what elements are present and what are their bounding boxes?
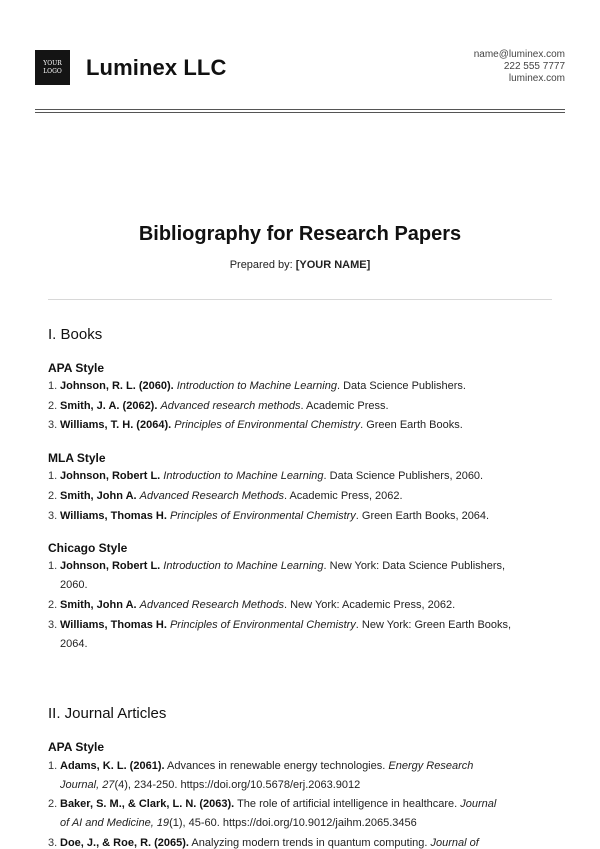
header-divider-top — [35, 109, 565, 110]
contact-email[interactable]: name@luminex.com — [473, 49, 565, 60]
bib-entry: 3. Williams, T. H. (2064). Principles of Environmental Chemistry. Green Earth Books. — [48, 419, 463, 431]
contact-block — [474, 49, 565, 85]
prepared-name: [YOUR NAME] — [295, 259, 371, 271]
section-heading-journal-articles: II. Journal Articles — [48, 705, 167, 722]
company-name: Luminex LLC — [86, 55, 227, 80]
title-divider — [48, 299, 552, 300]
bib-entry: 3. Williams, Thomas H. Principles of Environmental Chemistry. Green Earth Books, 2064. — [48, 510, 490, 522]
bib-entry: 1. Adams, K. L. (2061). Advances in renewable energy technologies. Energy Research Journal, 27(4), 234-250. https://doi.org/10.5678/erj.2063.9012 — [48, 760, 474, 791]
logo-line-1: YOUR — [43, 59, 62, 67]
section-heading-books: I. Books — [48, 326, 103, 343]
style-heading-apa: APA Style — [48, 361, 105, 375]
style-heading-mla: MLA Style — [48, 451, 106, 465]
bib-entry: 2. Baker, S. M., & Clark, L. N. (2063). The role of artificial intelligence in healthcare. Journal of AI and Medicine, 19(1), 45-60. https://doi.org/10.9012/jaihm.2065.3456 — [48, 798, 497, 829]
contact-phone: 222 555 7777 — [503, 61, 565, 72]
logo-line-2: LOGO — [43, 67, 62, 75]
bib-entry: 2. Smith, John A. Advanced Research Methods. Academic Press, 2062. — [48, 490, 403, 502]
header-divider-bottom — [35, 112, 565, 113]
bib-entry: 1. Johnson, Robert L. Introduction to Machine Learning. Data Science Publishers, 2060. — [48, 470, 484, 482]
company-logo — [35, 50, 70, 85]
style-heading-apa: APA Style — [48, 740, 105, 754]
style-heading-chicago: Chicago Style — [48, 541, 128, 555]
bib-entry: 2. Smith, John A. Advanced Research Methods. New York: Academic Press, 2062. — [48, 599, 456, 611]
bib-entry: 2. Smith, J. A. (2062). Advanced research methods. Academic Press. — [48, 400, 389, 412]
bib-entry: 1. Johnson, R. L. (2060). Introduction to Machine Learning. Data Science Publishers. — [48, 380, 466, 392]
prepared-label: Prepared by: — [229, 259, 293, 271]
document-title: Bibliography for Research Papers — [138, 223, 462, 245]
bib-entry: 1. Johnson, Robert L. Introduction to Machine Learning. New York: Data Science Publishers, 2060. — [48, 560, 506, 591]
contact-website[interactable]: luminex.com — [508, 73, 565, 84]
letterhead — [35, 50, 565, 86]
prepared-by — [0, 259, 600, 271]
bib-entry: 3. Doe, J., & Roe, R. (2065). Analyzing modern trends in quantum computing. Journal of — [48, 837, 479, 849]
bib-entry: 3. Williams, Thomas H. Principles of Environmental Chemistry. New York: Green Earth Books, 2064. — [48, 619, 512, 650]
